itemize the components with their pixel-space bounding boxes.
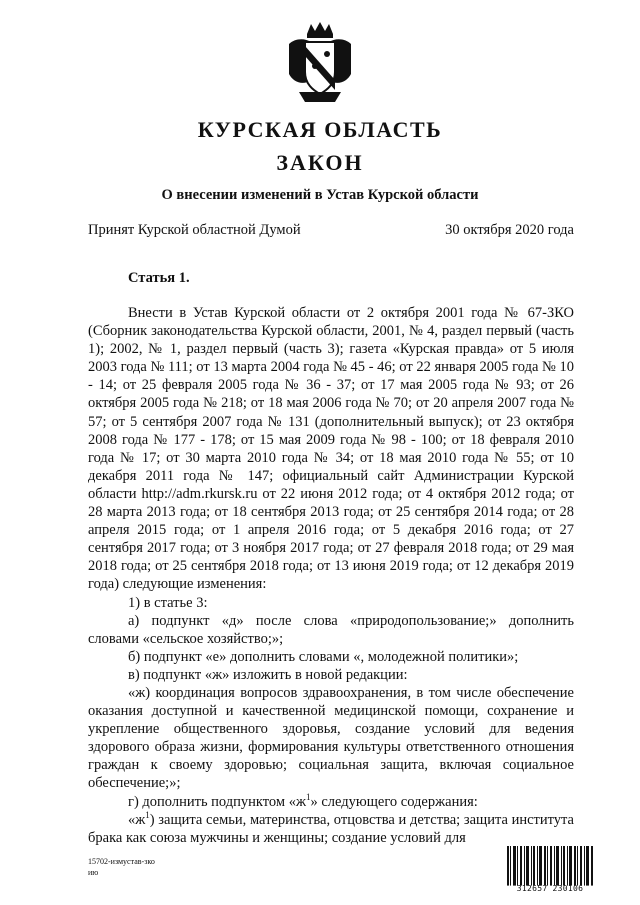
subitem-g-after: » следующего содержания: — [310, 793, 478, 810]
coat-of-arms-icon — [285, 20, 355, 104]
subitem-zh1-text — [88, 811, 574, 847]
doc-code: 15702-измустав-зко — [88, 857, 155, 866]
region-heading: КУРСКАЯ ОБЛАСТЬ — [197, 117, 443, 142]
barcode-number: 312657 230106 — [516, 884, 584, 893]
article-title: Статья 1. — [128, 270, 190, 286]
article-body — [88, 304, 574, 847]
subitem-g-sup: 1 — [305, 791, 311, 802]
zh1-before: «ж — [128, 811, 146, 828]
subitem-zh-text: «ж) координация вопросов здравоохранения, в том числе обеспечение оказания доступной и качественной медицинской помощи, сохранение и укрепление общественного здоровья, создание условий для ведения здорового образа жизни, формирования культуры ответственного отношения граждан к своему здоровью; социальная защита, включая социальное обеспечение;»; — [88, 684, 574, 792]
law-heading: ЗАКОН — [276, 150, 364, 175]
article-intro: Внести в Устав Курской области от 2 октября 2001 года № 67-ЗКО (Сборник законодательства Курской области, 2001, № 4, раздел первый (часть 1); 2002, № 1, раздел первый (часть 3); газета «Курская правда» от 5 июля 2003 года № 111; от 13 марта 2004 года № 45 - 46; от 22 января 2005 года № 10 - 14; от 25 февраля 2005 года № 36 - 37; от 17 мая 2005 года № 93; от 26 октября 2005 года № 218; от 18 мая 2006 года № 70; от 20 апреля 2007 года № 57; от 5 сентября 2007 года № 131 (дополнительный выпуск); от 23 октября 2008 года № 177 - 178; от 15 мая 2009 года № 98 - 100; от 18 февраля 2010 года № 17; от 30 марта 2010 года № 34; от 18 мая 2010 года № 55; от 10 декабря 2011 года № 147; официальный сайт Администрации Курской области http://adm.rkursk.ru от 22 июня 2012 года; от 4 октября 2012 года; от 28 марта 2013 года; от 18 сентября 2013 года; от 25 сентября 2014 года; от 28 апреля 2015 года; от 1 апреля 2016 года; от 5 декабря 2016 года; от 27 сентября 2017 года; от 3 ноября 2017 года; от 27 февраля 2018 года; от 29 мая 2018 года; от 25 сентября 2018 года; от 13 июня 2019 года; от 12 декабря 2019 года) следующие изменения: — [88, 305, 574, 593]
adoption-date: 30 октября 2020 года — [445, 222, 574, 238]
doc-initials: ию — [88, 868, 99, 877]
item-1: 1) в статье 3: — [128, 594, 208, 611]
footer-code — [88, 856, 155, 878]
law-subtitle: О внесении изменений в Устав Курской области — [161, 187, 479, 203]
adoption-line — [88, 222, 574, 239]
zh1-after: ) защита семьи, материнства, отцовства и детства; защита института брака как союза мужчины и женщины; создание условий для — [88, 811, 574, 846]
adopted-by: Принят Курской областной Думой — [88, 222, 301, 238]
subitem-b: б) подпункт «е» дополнить словами «, молодежной политики»; — [128, 648, 519, 665]
subitem-g-before: г) дополнить подпунктом «ж — [128, 793, 306, 810]
subitem-a: а) подпункт «д» после слова «природопользование;» дополнить словами «сельское хозяйство;»; — [88, 612, 574, 647]
zh1-sup: 1 — [145, 809, 150, 820]
subitem-v: в) подпункт «ж» изложить в новой редакции: — [128, 666, 408, 683]
subitem-g — [88, 793, 574, 811]
